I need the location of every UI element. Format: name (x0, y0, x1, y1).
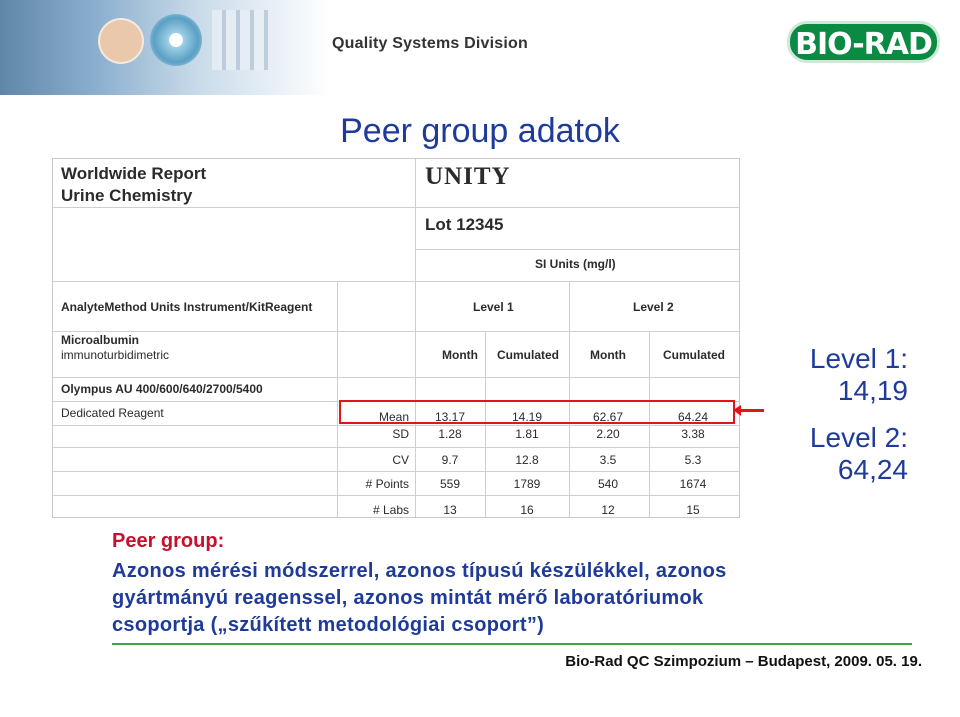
footer-text: Bio-Rad QC Szimpozium – Budapest, 2009. 05. 19. (565, 653, 922, 670)
analyte-method: immunoturbidimetric (61, 348, 170, 362)
scientist-photo-icon (98, 18, 144, 64)
definition-line: Azonos mérési módszerrel, azonos típusú készülékkel, azonos (112, 560, 727, 582)
definition-line: gyártmányú reagenssel, azonos mintát mérő laboratóriumok (112, 587, 704, 609)
level2-label: Level 2: (809, 422, 908, 453)
header (0, 0, 960, 100)
table-cell: 13 (443, 503, 457, 517)
grid-line (53, 447, 739, 448)
column-header: Cumulated (496, 348, 559, 362)
grid-line (415, 249, 739, 250)
table-cell: 1789 (513, 477, 541, 491)
level1-label: Level 1: (809, 343, 908, 374)
table-cell: 14.19 (511, 410, 543, 424)
header-photo-banner (0, 0, 330, 95)
table-cell: 1.28 (438, 427, 462, 441)
reagent-name: Dedicated Reagent (61, 406, 164, 420)
grid-line (485, 331, 486, 517)
footer-divider (112, 643, 912, 645)
column-header: Month (590, 348, 626, 362)
table-cell: 64.24 (677, 410, 709, 424)
table-cell: 540 (597, 477, 619, 491)
grid-line (569, 281, 570, 517)
table-cell: 1674 (679, 477, 707, 491)
table-cell: 5.3 (684, 453, 702, 467)
program-name: UNITY (425, 163, 511, 190)
table-cell: 12 (601, 503, 615, 517)
analyte-column-header: AnalyteMethod Units Instrument/KitReagent (61, 300, 313, 314)
column-header: Month (442, 348, 478, 362)
definition-line: csoportja („szűkített metodológiai csoport”) (112, 614, 545, 636)
table-cell: 12.8 (515, 453, 539, 467)
units-label: SI Units (mg/l) (535, 257, 616, 271)
grid-line (53, 331, 739, 332)
row-label-sd: SD (392, 427, 409, 441)
table-cell: 559 (439, 477, 461, 491)
grid-line (53, 471, 739, 472)
table-cell: 3.38 (681, 427, 705, 441)
test-tubes-icon (212, 10, 272, 70)
level1-header: Level 1 (473, 300, 514, 314)
peer-group-label: Peer group: (112, 530, 225, 552)
table-cell: 16 (520, 503, 534, 517)
table-cell: 1.81 (515, 427, 539, 441)
grid-line (53, 377, 739, 378)
level2-header: Level 2 (633, 300, 674, 314)
division-title: Quality Systems Division (332, 35, 528, 52)
grid-line (53, 207, 739, 208)
cd-disc-icon (150, 14, 202, 66)
grid-line (337, 281, 338, 517)
level1-value: 14,19 (837, 375, 908, 406)
row-label-cv: CV (392, 453, 409, 467)
column-header: Cumulated (662, 348, 725, 362)
arrow-left-icon (740, 409, 764, 412)
instrument-name: Olympus AU 400/600/640/2700/5400 (61, 382, 263, 396)
grid-line (53, 495, 739, 496)
table-cell: 2.20 (596, 427, 620, 441)
row-label-mean: Mean (378, 410, 409, 424)
grid-line (649, 331, 650, 517)
bio-rad-logo: BIO-RAD (787, 21, 940, 63)
lot-number: Lot 12345 (425, 215, 504, 234)
level2-value: 64,24 (837, 454, 908, 485)
peer-group-definition (112, 558, 892, 639)
row-label-points: # Points (365, 477, 409, 491)
grid-line (415, 159, 416, 517)
mean-row-highlight (339, 400, 735, 424)
table-cell: 13.17 (434, 410, 466, 424)
analyte-name: Microalbumin (61, 333, 140, 347)
table-cell: 3.5 (599, 453, 617, 467)
table-cell: 9.7 (441, 453, 459, 467)
report-title-line2: Urine Chemistry (61, 186, 193, 205)
report-title-line1: Worldwide Report (61, 164, 207, 183)
grid-line (53, 425, 739, 426)
table-cell: 15 (686, 503, 700, 517)
table-cell: 62.67 (592, 410, 624, 424)
slide-title: Peer group adatok (340, 112, 620, 150)
row-label-labs: # Labs (372, 503, 409, 517)
worldwide-report-table (52, 158, 740, 518)
grid-line (53, 281, 739, 282)
